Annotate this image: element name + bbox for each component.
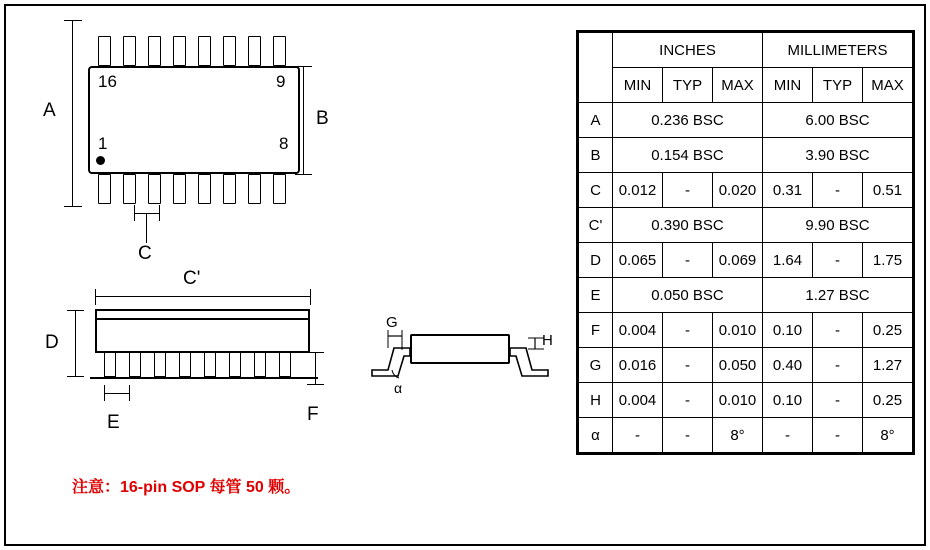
pin-bottom-1 [98,174,111,204]
header-mm-min: MIN [763,68,813,103]
table-row [579,418,913,453]
dim-label-b: B [316,108,329,129]
dim-a-tick-bottom [64,206,82,207]
cell-inches-typ: - [663,173,713,208]
dim-b-line [303,66,304,174]
table-row [579,383,913,418]
pin-bottom-6 [223,174,236,204]
cell-symbol: G [579,348,613,383]
table-row [579,138,913,173]
seating-plane-line [90,377,318,379]
dim-cprime-tick-left [95,289,96,305]
package-body-side [95,318,310,353]
table-header-row-groups [579,33,913,68]
side-view-diagram [60,285,340,415]
lead-detail-diagram [370,314,555,398]
table-header-row-minmax [579,68,913,103]
cell-inches-bsc: 0.390 BSC [613,208,763,243]
dim-e-line [104,393,129,394]
cell-inches-bsc: 0.154 BSC [613,138,763,173]
cell-symbol: F [579,313,613,348]
cell-mm-max: 0.51 [863,173,913,208]
cell-symbol: E [579,278,613,313]
cell-inches-typ: - [663,383,713,418]
cell-mm-max: 0.25 [863,383,913,418]
cell-inches-min: 0.065 [613,243,663,278]
table-row [579,208,913,243]
dim-label-g: G [386,314,398,331]
note-text: 注意：16-pin SOP 每管 50 颗。 [72,479,301,496]
dim-c-tick-right [159,205,160,221]
lead-side-4 [179,353,191,377]
table-row [579,103,913,138]
header-mm-typ: TYP [813,68,863,103]
dim-e-tick-right [129,385,130,401]
cell-inches-min: 0.012 [613,173,663,208]
cell-inches-typ: - [663,348,713,383]
cell-mm-min: - [763,418,813,453]
cell-mm-max: 1.27 [863,348,913,383]
pin-number-8: 8 [279,134,289,153]
cell-inches-bsc: 0.050 BSC [613,278,763,313]
cell-mm-min: 0.40 [763,348,813,383]
dim-label-h: H [542,332,553,349]
cell-mm-min: 0.10 [763,383,813,418]
dim-c-tick-left [134,205,135,221]
cell-mm-bsc: 1.27 BSC [763,278,913,313]
dim-label-a: A [43,100,56,121]
dim-label-c: C [138,243,152,264]
dim-d-tick-bottom [67,376,84,377]
pin-top-6 [223,36,236,66]
dim-a-tick-top [64,20,82,21]
pin-top-7 [248,36,261,66]
pin-number-1: 1 [98,134,108,153]
lead-side-7 [254,353,266,377]
pin-bottom-2 [123,174,136,204]
cell-mm-min: 1.64 [763,243,813,278]
dim-d-tick-top [67,310,84,311]
header-inches-min: MIN [613,68,663,103]
cell-inches-max: 0.020 [713,173,763,208]
package-body-top [88,66,300,174]
lead-side-8 [279,353,291,377]
cell-mm-bsc: 3.90 BSC [763,138,913,173]
cell-mm-min: 0.31 [763,173,813,208]
cell-inches-max: 0.010 [713,313,763,348]
dimension-table-wrapper [576,30,915,455]
pin-top-4 [173,36,186,66]
table-row [579,173,913,208]
pin-bottom-7 [248,174,261,204]
dim-f-tick-bottom [307,384,324,385]
dim-label-d: D [45,332,59,353]
cell-mm-typ: - [813,313,863,348]
pin-bottom-5 [198,174,211,204]
pin-number-16: 16 [98,72,117,91]
cell-inches-min: 0.016 [613,348,663,383]
header-symbol [579,33,613,103]
lead-side-3 [154,353,166,377]
pin-top-1 [98,36,111,66]
cell-symbol: H [579,383,613,418]
cell-mm-typ: - [813,348,863,383]
cell-mm-typ: - [813,418,863,453]
header-mm-max: MAX [863,68,913,103]
dim-label-alpha: α [394,380,403,396]
top-view-diagram [60,18,350,233]
pin-top-3 [148,36,161,66]
table-row [579,243,913,278]
dimension-table [578,32,913,453]
header-inches: INCHES [613,33,763,68]
cell-inches-max: 8° [713,418,763,453]
dim-f-line [315,352,316,384]
cell-inches-typ: - [663,243,713,278]
table-head [579,33,913,103]
cell-mm-max: 1.75 [863,243,913,278]
pin-bottom-4 [173,174,186,204]
table-row [579,313,913,348]
cell-symbol: α [579,418,613,453]
cell-inches-max: 0.069 [713,243,763,278]
table-body [579,103,913,453]
lead-side-5 [204,353,216,377]
cell-mm-bsc: 6.00 BSC [763,103,913,138]
lead-side-6 [229,353,241,377]
dim-cprime-line [95,296,310,297]
dim-d-line [75,310,76,376]
dim-label-f: F [307,404,319,425]
table-row [579,278,913,313]
cell-mm-max: 8° [863,418,913,453]
dim-b-tick-bottom [295,174,312,175]
header-inches-typ: TYP [663,68,713,103]
cell-inches-min: 0.004 [613,383,663,418]
lead-side-1 [104,353,116,377]
dim-c-leader [146,213,147,243]
cell-symbol: D [579,243,613,278]
dim-b-tick-top [295,66,312,67]
pin-top-8 [273,36,286,66]
cell-inches-typ: - [663,313,713,348]
pin-bottom-3 [148,174,161,204]
header-millimeters: MILLIMETERS [763,33,913,68]
cell-symbol: A [579,103,613,138]
pin-top-2 [123,36,136,66]
cell-inches-min: - [613,418,663,453]
cell-mm-bsc: 9.90 BSC [763,208,913,243]
lead-side-2 [129,353,141,377]
cell-mm-min: 0.10 [763,313,813,348]
cell-inches-max: 0.050 [713,348,763,383]
cell-mm-max: 0.25 [863,313,913,348]
dim-a-line [72,20,73,206]
pin-top-5 [198,36,211,66]
pin-bottom-8 [273,174,286,204]
table-row [579,348,913,383]
dim-label-e: E [107,412,120,433]
dim-f-tick-top [307,352,324,353]
pin1-dot-marker [96,156,105,165]
cell-mm-typ: - [813,243,863,278]
cell-mm-typ: - [813,173,863,208]
pin-number-9: 9 [276,72,286,91]
header-inches-max: MAX [713,68,763,103]
cell-inches-typ: - [663,418,713,453]
cell-inches-bsc: 0.236 BSC [613,103,763,138]
dim-e-tick-left [104,385,105,401]
cell-symbol: B [579,138,613,173]
cell-inches-max: 0.010 [713,383,763,418]
cell-symbol: C' [579,208,613,243]
cell-symbol: C [579,173,613,208]
dim-cprime-tick-right [310,289,311,305]
cell-mm-typ: - [813,383,863,418]
dim-label-cprime: C' [183,268,201,289]
cell-inches-min: 0.004 [613,313,663,348]
